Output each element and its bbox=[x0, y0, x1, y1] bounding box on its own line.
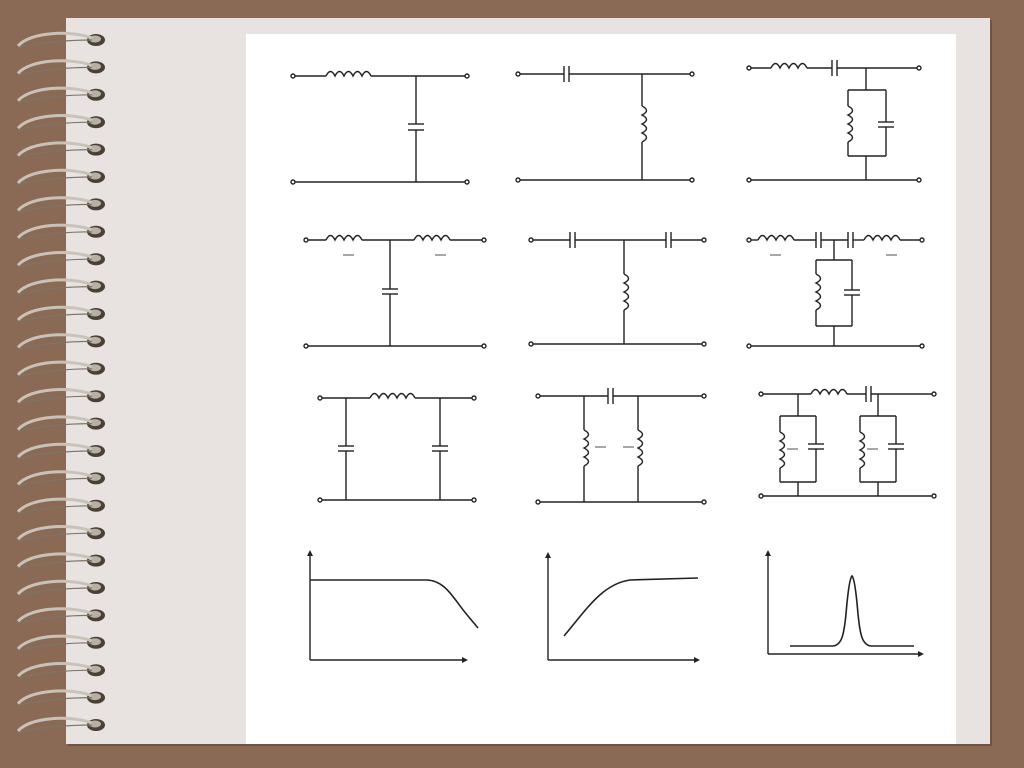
spiral-ring bbox=[18, 253, 105, 268]
spiral-ring bbox=[18, 335, 105, 350]
spiral-ring bbox=[18, 718, 105, 733]
spiral-ring bbox=[18, 61, 105, 76]
spiral-ring bbox=[18, 417, 105, 432]
spiral-ring bbox=[18, 636, 105, 651]
spiral-ring bbox=[18, 198, 105, 213]
response-highpass bbox=[545, 552, 700, 663]
spiral-ring bbox=[18, 444, 105, 459]
circuit-bandpass-t bbox=[747, 232, 924, 348]
circuit-bandpass-l bbox=[747, 60, 921, 182]
spiral-ring bbox=[18, 88, 105, 103]
spiral-ring bbox=[18, 362, 105, 377]
spiral-ring bbox=[18, 691, 105, 706]
spiral-ring bbox=[18, 33, 105, 48]
spiral-ring bbox=[18, 143, 105, 158]
spiral-ring bbox=[18, 527, 105, 542]
filter-figure bbox=[246, 34, 956, 744]
spiral-binding bbox=[0, 0, 120, 768]
circuit-lowpass-t bbox=[304, 236, 486, 349]
spiral-ring bbox=[18, 609, 105, 624]
spiral-ring bbox=[18, 499, 105, 514]
spiral-ring bbox=[18, 472, 105, 487]
spiral-ring bbox=[18, 225, 105, 240]
circuit-lowpass-pi bbox=[318, 394, 476, 503]
spiral-ring bbox=[18, 554, 105, 569]
spiral-ring bbox=[18, 664, 105, 679]
spiral-ring bbox=[18, 170, 105, 185]
response-lowpass bbox=[307, 550, 478, 663]
spiral-ring bbox=[18, 280, 105, 295]
circuit-highpass-pi bbox=[536, 388, 706, 504]
spiral-ring bbox=[18, 307, 105, 322]
spiral-ring bbox=[18, 116, 105, 131]
circuit-highpass-t bbox=[529, 232, 706, 346]
circuit-lowpass-l bbox=[291, 72, 469, 185]
circuit-bandpass-pi bbox=[759, 386, 936, 498]
spiral-ring bbox=[18, 390, 105, 405]
filter-figure-graphic bbox=[246, 34, 956, 744]
spiral-binding-graphic bbox=[0, 0, 120, 768]
response-bandpass bbox=[765, 550, 924, 657]
spiral-ring bbox=[18, 581, 105, 596]
circuit-highpass-l bbox=[516, 66, 694, 182]
